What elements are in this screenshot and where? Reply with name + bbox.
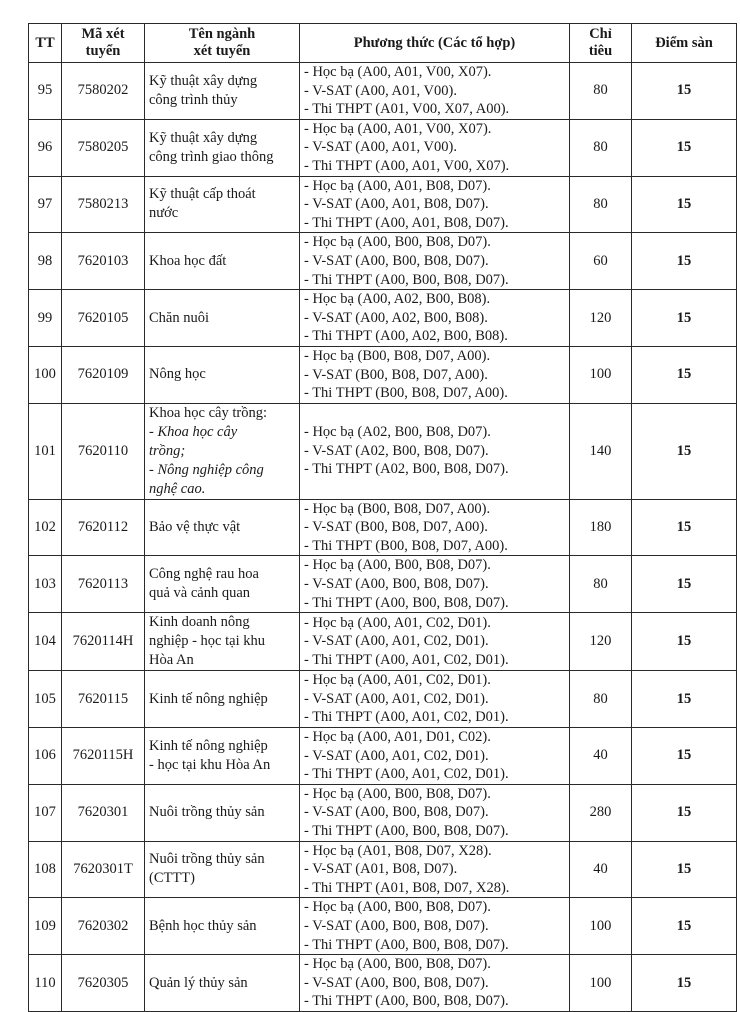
program-name-line: (CTTT): [149, 870, 195, 887]
admission-methods: [300, 841, 570, 898]
quota: 120: [570, 613, 632, 671]
program-name: [145, 119, 300, 176]
admission-method-line: - V-SAT (A00, B00, B08, D07).: [304, 974, 489, 991]
header-code-line: tuyển: [85, 43, 121, 59]
admission-method-line: - V-SAT (A00, B00, B08, D07).: [304, 917, 489, 934]
program-code: 7620301T: [62, 841, 145, 898]
header-quota-line: Chỉ: [589, 26, 612, 42]
program-name-line: Khoa học cây trồng:: [149, 404, 267, 421]
program-name-line: Kỹ thuật cấp thoát: [149, 186, 256, 203]
quota: 40: [570, 841, 632, 898]
admission-method-line: - Thi THPT (A00, B00, B08, D07).: [304, 936, 509, 953]
table-body: [29, 63, 737, 1012]
admission-methods: [300, 671, 570, 728]
admission-method-line: - V-SAT (A00, A01, B08, D07).: [304, 196, 489, 213]
admission-method-line: - V-SAT (A00, A01, C02, D01).: [304, 633, 489, 650]
admission-method-line: - Thi THPT (A02, B00, B08, D07).: [304, 461, 509, 478]
header-method: Phương thức (Các tổ hợp): [300, 24, 570, 63]
program-name-line: Công nghệ rau hoa: [149, 566, 259, 583]
floor-score: 15: [632, 898, 737, 955]
table-row: [29, 119, 737, 176]
admission-method-line: - Thi THPT (B00, B08, D07, A00).: [304, 385, 508, 402]
table-row: [29, 671, 737, 728]
program-name: [145, 671, 300, 728]
program-name-line: công trình thủy: [149, 91, 238, 108]
program-name-line: Hòa An: [149, 652, 194, 669]
program-name-line: Nuôi trồng thủy sản: [149, 804, 265, 821]
admission-method-line: - Học bạ (B00, B08, D07, A00).: [304, 500, 491, 517]
program-specialization-line: - Khoa học cây: [149, 423, 238, 440]
header-row: [29, 24, 737, 63]
header-name-line: xét tuyển: [193, 43, 251, 59]
admission-method-line: - Học bạ (A00, A01, C02, D01).: [304, 614, 491, 631]
floor-score: 15: [632, 728, 737, 785]
program-name-line: nước: [149, 205, 179, 222]
admission-method-line: - V-SAT (A02, B00, B08, D07).: [304, 442, 489, 459]
row-number: 96: [29, 119, 62, 176]
admission-methods: [300, 784, 570, 841]
header-quota: [570, 24, 632, 63]
program-name: [145, 556, 300, 613]
admission-methods: [300, 556, 570, 613]
row-number: 97: [29, 176, 62, 233]
table-row: [29, 784, 737, 841]
program-specialization-line: trồng;: [149, 442, 186, 459]
row-number: 100: [29, 346, 62, 403]
program-code: 7580205: [62, 119, 145, 176]
quota: 40: [570, 728, 632, 785]
floor-score: 15: [632, 176, 737, 233]
admission-method-line: - Học bạ (A00, A01, C02, D01).: [304, 672, 491, 689]
row-number: 105: [29, 671, 62, 728]
row-number: 107: [29, 784, 62, 841]
admission-methods: [300, 728, 570, 785]
admission-methods: [300, 119, 570, 176]
quota: 80: [570, 671, 632, 728]
floor-score: 15: [632, 955, 737, 1012]
quota: 280: [570, 784, 632, 841]
admission-method-line: - V-SAT (A01, B08, D07).: [304, 861, 458, 878]
table-row: [29, 728, 737, 785]
table-row: [29, 955, 737, 1012]
admission-method-line: - Thi THPT (A00, B00, B08, D07).: [304, 271, 509, 288]
admission-methods: [300, 499, 570, 556]
quota: 100: [570, 955, 632, 1012]
program-code: 7620103: [62, 233, 145, 290]
program-code: 7620109: [62, 346, 145, 403]
admission-method-line: - V-SAT (A00, A01, V00).: [304, 139, 457, 156]
program-specialization-line: nghệ cao.: [149, 480, 206, 497]
program-name: [145, 955, 300, 1012]
admission-method-line: - V-SAT (A00, A01, C02, D01).: [304, 747, 489, 764]
admission-method-line: - Thi THPT (A00, A01, C02, D01).: [304, 766, 509, 783]
program-name-line: nghiệp - học tại khu: [149, 633, 265, 650]
program-name: [145, 403, 300, 499]
table-row: [29, 898, 737, 955]
program-name: [145, 898, 300, 955]
admission-method-line: - Học bạ (A00, A01, V00, X07).: [304, 120, 492, 137]
quota: 80: [570, 176, 632, 233]
program-name-line: Kinh doanh nông: [149, 614, 250, 631]
row-number: 103: [29, 556, 62, 613]
program-name-line: công trình giao thông: [149, 148, 274, 165]
admission-methods: [300, 955, 570, 1012]
admission-method-line: - Học bạ (A00, A01, V00, X07).: [304, 64, 492, 80]
row-number: 109: [29, 898, 62, 955]
quota: 180: [570, 499, 632, 556]
admission-method-line: - Học bạ (A00, A02, B00, B08).: [304, 291, 491, 308]
admission-method-line: - V-SAT (A00, B00, B08, D07).: [304, 804, 489, 821]
program-name: [145, 63, 300, 120]
floor-score: 15: [632, 63, 737, 120]
program-code: 7620305: [62, 955, 145, 1012]
admission-method-line: - Thi THPT (B00, B08, D07, A00).: [304, 537, 508, 554]
row-number: 98: [29, 233, 62, 290]
admission-method-line: - Học bạ (A00, B00, B08, D07).: [304, 785, 491, 802]
quota: 80: [570, 119, 632, 176]
admission-method-line: - V-SAT (A00, A02, B00, B08).: [304, 309, 488, 326]
admission-method-line: - Thi THPT (A01, B08, D07, X28).: [304, 879, 510, 896]
program-name-line: Kinh tế nông nghiệp: [149, 737, 268, 754]
program-code: 7580202: [62, 63, 145, 120]
admission-methods: [300, 613, 570, 671]
admission-methods: [300, 176, 570, 233]
program-code: 7620115H: [62, 728, 145, 785]
quota: 120: [570, 290, 632, 347]
row-number: 104: [29, 613, 62, 671]
admission-method-line: - Học bạ (B00, B08, D07, A00).: [304, 347, 491, 364]
admission-method-line: - Thi THPT (A00, A01, V00, X07).: [304, 157, 510, 174]
program-code: 7620113: [62, 556, 145, 613]
admission-method-line: - Thi THPT (A00, B00, B08, D07).: [304, 594, 509, 611]
admission-method-line: - Học bạ (A00, B00, B08, D07).: [304, 956, 491, 973]
admission-method-line: - Thi THPT (A01, V00, X07, A00).: [304, 101, 510, 118]
table-row: [29, 63, 737, 120]
quota: 60: [570, 233, 632, 290]
header-name: [145, 24, 300, 63]
admission-method-line: - Thi THPT (A00, A01, C02, D01).: [304, 652, 509, 669]
program-name-line: Kỹ thuật xây dựng: [149, 72, 258, 89]
table-row: [29, 613, 737, 671]
floor-score: 15: [632, 841, 737, 898]
table-row: [29, 346, 737, 403]
program-code: 7620302: [62, 898, 145, 955]
header-quota-line: tiêu: [588, 43, 613, 59]
admission-method-line: - V-SAT (B00, B08, D07, A00).: [304, 366, 488, 383]
floor-score: 15: [632, 784, 737, 841]
program-name-line: Nông học: [149, 366, 206, 383]
quota: 80: [570, 63, 632, 120]
program-name: [145, 613, 300, 671]
floor-score: 15: [632, 119, 737, 176]
program-name-line: Kinh tế nông nghiệp: [149, 690, 268, 707]
admission-method-line: - Thi THPT (A00, B00, B08, D07).: [304, 823, 509, 839]
admission-method-line: - Học bạ (A00, B00, B08, D07).: [304, 234, 491, 251]
floor-score: 15: [632, 671, 737, 728]
floor-score: 15: [632, 346, 737, 403]
row-number: 110: [29, 955, 62, 1012]
floor-score: 15: [632, 499, 737, 556]
program-name-line: Nuôi trồng thủy sản: [149, 851, 265, 868]
floor-score: 15: [632, 613, 737, 671]
program-code: 7620110: [62, 403, 145, 499]
program-name: [145, 290, 300, 347]
program-code: 7620105: [62, 290, 145, 347]
program-code: 7620114H: [62, 613, 145, 671]
admission-methods: [300, 898, 570, 955]
row-number: 102: [29, 499, 62, 556]
header-name-line: Tên ngành: [188, 26, 256, 42]
program-name: [145, 728, 300, 785]
table-row: [29, 233, 737, 290]
admission-method-line: - Học bạ (A00, A01, B08, D07).: [304, 177, 491, 194]
floor-score: 15: [632, 556, 737, 613]
admission-method-line: - V-SAT (A00, B00, B08, D07).: [304, 252, 489, 269]
program-code: 7620115: [62, 671, 145, 728]
quota: 100: [570, 346, 632, 403]
quota: 100: [570, 898, 632, 955]
table-row: [29, 499, 737, 556]
quota: 140: [570, 403, 632, 499]
admission-methods: [300, 63, 570, 120]
quota: 80: [570, 556, 632, 613]
header-tt: TT: [29, 24, 62, 63]
admission-method-line: - Học bạ (A02, B00, B08, D07).: [304, 424, 491, 441]
admission-method-line: - Thi THPT (A00, B00, B08, D07).: [304, 993, 509, 1010]
admission-method-line: - Thi THPT (A00, A01, C02, D01).: [304, 709, 509, 726]
admission-method-line: - V-SAT (A00, B00, B08, D07).: [304, 576, 489, 593]
admission-method-line: - Học bạ (A00, A01, D01, C02).: [304, 729, 491, 746]
admission-methods: [300, 290, 570, 347]
admission-method-line: - Học bạ (A00, B00, B08, D07).: [304, 899, 491, 916]
program-name: [145, 784, 300, 841]
program-name-line: Chăn nuôi: [149, 309, 210, 326]
program-name-line: Khoa học đất: [149, 252, 227, 269]
program-name-line: quả và cảnh quan: [149, 585, 251, 602]
program-name: [145, 841, 300, 898]
admission-methods: [300, 403, 570, 499]
program-name-line: Quản lý thủy sản: [149, 974, 248, 991]
floor-score: 15: [632, 403, 737, 499]
admission-method-line: - Học bạ (A00, B00, B08, D07).: [304, 557, 491, 574]
program-name-line: Bảo vệ thực vật: [149, 519, 241, 536]
program-name-line: Bệnh học thủy sản: [149, 917, 257, 934]
table-row: [29, 841, 737, 898]
admission-methods: [300, 346, 570, 403]
admission-method-line: - Thi THPT (A00, A02, B00, B08).: [304, 328, 508, 345]
program-name: [145, 176, 300, 233]
table-row: [29, 176, 737, 233]
admission-method-line: - Thi THPT (A00, A01, B08, D07).: [304, 214, 509, 231]
program-specialization-line: - Nông nghiệp công: [149, 461, 264, 478]
row-number: 95: [29, 63, 62, 120]
admission-methods: [300, 233, 570, 290]
header-code: [62, 24, 145, 63]
row-number: 108: [29, 841, 62, 898]
row-number: 101: [29, 403, 62, 499]
header-code-line: Mã xét: [81, 26, 125, 42]
admission-method-line: - V-SAT (A00, A01, C02, D01).: [304, 690, 489, 707]
program-code: 7580213: [62, 176, 145, 233]
program-name: [145, 346, 300, 403]
admission-table: [28, 23, 737, 1012]
row-number: 106: [29, 728, 62, 785]
program-name: [145, 499, 300, 556]
table-row: [29, 403, 737, 499]
table-row: [29, 290, 737, 347]
program-code: 7620112: [62, 499, 145, 556]
program-name-line: Kỹ thuật xây dựng: [149, 129, 258, 146]
admission-method-line: - Học bạ (A01, B08, D07, X28).: [304, 842, 492, 859]
row-number: 99: [29, 290, 62, 347]
floor-score: 15: [632, 233, 737, 290]
admission-method-line: - V-SAT (A00, A01, V00).: [304, 82, 457, 99]
header-score: Điểm sàn: [632, 24, 737, 63]
program-code: 7620301: [62, 784, 145, 841]
program-name: [145, 233, 300, 290]
admission-method-line: - V-SAT (B00, B08, D07, A00).: [304, 519, 488, 536]
floor-score: 15: [632, 290, 737, 347]
program-name-line: - học tại khu Hòa An: [149, 756, 271, 773]
table-row: [29, 556, 737, 613]
